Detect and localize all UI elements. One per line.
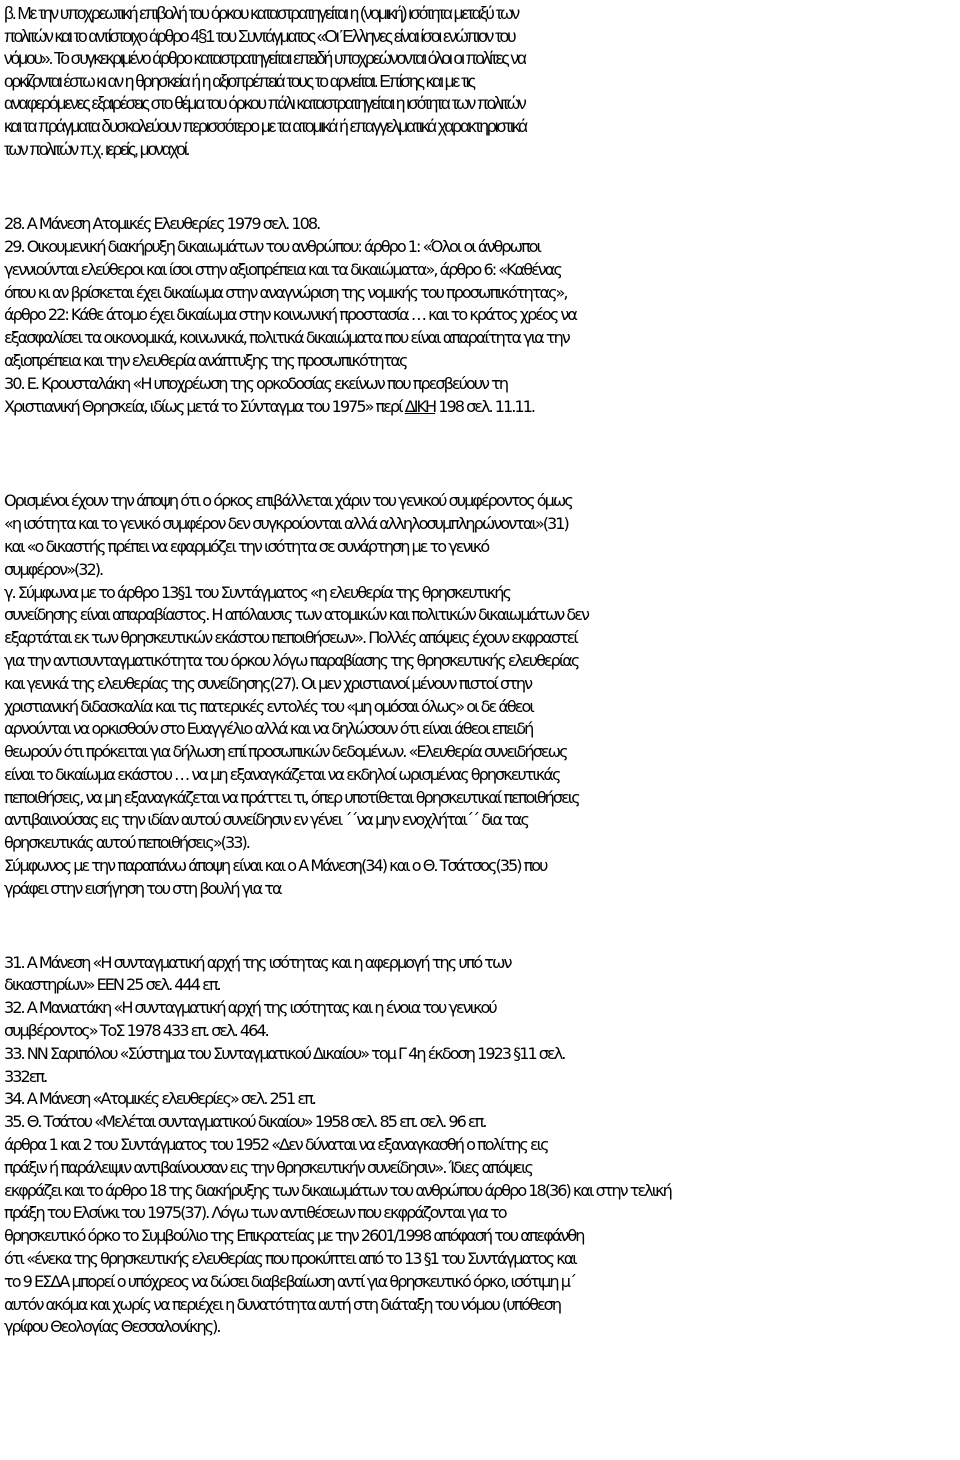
text-line: β. Με την υποχρεωτική επιβολή του όρκου καταστρατηγείται η (νομική) ισότητα μεταξύ των [4,3,519,23]
footnote-line: θρησκευτικό όρκο το Συμβούλιο της Επικρατείας με την 2601/1998 απόφασή του απεφάνθη [4,1226,584,1246]
text-line: και γενικά της ελευθερίας της συνείδησης(27). Οι μεν χριστιανοί μένουν πιστοί στην [4,673,532,693]
footnote-text: Χριστιανική Θρησκεία, ιδίως μετά το Σύνταγμα του 1975» περί [4,396,405,416]
text-line: θρησκευτικάς αυτού πεποιθήσεις»(33). [4,833,249,853]
footnote-line: 30. Ε. Κρουσταλάκη «Η υποχρέωση της ορκοδοσίας εκείνων που πρεσβεύουν τη [4,373,508,393]
footnote-line: 28. Α Μάνεση Ατομικές Ελευθερίες 1979 σελ. 108. [4,214,320,234]
spacer [4,901,956,952]
footnote-line: γρίφου Θεολογίας Θεσσαλονίκης). [4,1317,220,1337]
footnote-line: εξασφαλίσει τα οικονομικά, κοινωνικά, πολιτικά δικαιώματα που είναι απαραίτητα για την [4,328,569,348]
footnote-line: άρθρα 1 και 2 του Συντάγματος του 1952 «Δεν δύναται να εξαναγκασθή ο πολίτης εις [4,1135,548,1155]
text-line: γ. Σύμφωνα με το άρθρο 13§1 του Συντάγματος «η ελευθερία της θρησκευτικής [4,582,510,602]
footnote-line: εκφράζει και το άρθρο 18 της διακήρυξης των δικαιωμάτων του ανθρώπου άρθρο 18(36) και στην τελική [4,1180,671,1200]
text-line: ορκίζονται έστω κι αν η θρησκεία ή η αξιοπρέπειά τους το αρνείται. Επίσης και με τις [4,70,474,91]
footnote-line: πράξιν ή παράλειψιν αντιβαίνουσαν εις την θρησκευτικήν συνείδησιν». Ίδιες απόψεις [4,1157,532,1177]
text-line: αναφερόμενες εξαιρέσεις στο θέμα του όρκου πάλι καταστρατηγείται η ισότητα των πολιτών [4,93,525,114]
footnote-line: συμβέροντος» ΤοΣ 1978 433 επ. σελ. 464. [4,1021,268,1041]
footnote-line: 29. Οικουμενική διακήρυξη δικαιωμάτων του ανθρώπου: άρθρο 1: «Όλοι οι άνθρωποι [4,236,540,256]
text-line: αρνούνται να ορκισθούν στο Ευαγγέλιο αλλά και να δηλώσουν ότι είναι άθεοι επειδή [4,719,533,739]
text-line: εξαρτάται εκ των θρησκευτικών εκάστου πεποιθήσεων». Πολλές απόψεις έχουν εκφραστεί [4,628,577,648]
text-line: συμφέρον»(32). [4,559,103,579]
footnote-line: ότι «ένεκα της θρησκευτικής ελευθερίας που προκύπτει από το 13 §1 του Συντάγματος και [4,1249,576,1269]
text-line: των πολιτών π.χ. ιερείς, μοναχοί. [4,138,189,159]
footnote-line: δικαστηρίων» ΕΕΝ 25 σελ. 444 επ. [4,975,220,995]
text-line: για την αντισυνταγματικότητα του όρκου λόγω παραβίασης της θρησκευτικής ελευθερίας [4,650,579,670]
footnote-line: 33. ΝΝ Σαριπόλου «Σύστημα του Συνταγματικού Δικαίου» τομ Γ 4η έκδοση 1923 §11 σελ. [4,1043,565,1063]
footnote-line: 34. Α Μάνεση «Ατομικές ελευθερίες» σελ. 251 επ. [4,1089,315,1109]
footnote-line: άρθρο 22: Κάθε άτομο έχει δικαίωμα στην κοινωνική προστασία … και το κράτος χρέος να [4,305,576,325]
text-line: Σύμφωνος με την παραπάνω άποψη είναι και ο Α Μάνεση(34) και ο Θ. Τσάτσος(35) που [4,856,547,876]
footnotes-28-30 [4,213,956,418]
spacer [4,160,956,213]
text-line: θεωρούν ότι πρόκειται για δήλωση επί προσωπικών δεδομένων. «Ελευθερία συνειδήσεως [4,742,567,762]
footnote-line: 332επ. [4,1066,47,1086]
intro-paragraph [4,0,956,160]
text-line: πεποιθήσεις, να μη εξαναγκάζεται να πράττει τι, όπερ υποτίθεται θρησκευτικαί πεποιθήσεις [4,787,579,807]
text-line: Ορισμένοι έχουν την άποψη ότι ο όρκος επιβάλλεται χάριν του γενικού συμφέροντος όμως [4,491,572,511]
text-line: συνείδησης είναι απαραβίαστος. Η απόλαυσις των ατομικών και πολιτικών δικαιωμάτων δεν [4,605,588,625]
text-line: νόμου». Το συγκεκριμένο άρθρο καταστρατηγείται επειδή υποχρεώνονται όλοι οι πολίτες να [4,48,525,69]
footnote-line: αξιοπρέπεια και την ελευθερία ανάπτυξης της προσωπικότητας [4,350,407,370]
text-line: γράφει στην εισήγηση του στη βουλή για τα [4,878,281,898]
document-page [4,0,956,1339]
footnotes-31-35 [4,952,956,1340]
text-line: και τα πράγματα δυσκολεύουν περισσότερο με τα ατομικά ή επαγγελματικά χαρακτηριστικά [4,115,527,136]
text-line: πολιτών και το αντίστοιχο άρθρο 4§1 του Συντάγματος «Οι Έλληνες είναι ίσοι ενώπιον του [4,25,515,46]
spacer [4,418,956,490]
text-line: αντιβαινούσας εις την ιδίαν αυτού συνείδησιν εν γένει ΄΄να μην ενοχλήται΄΄ δια τας [4,810,528,830]
footnote-line: πράξη του Ελσίνκι του 1975(37). Λόγω των αντιθέσεων που εκφράζονται για το [4,1203,506,1223]
footnote-line: 31. Α Μάνεση «Η συνταγματική αρχή της ισότητας και η αφερμογή της υπό των [4,952,511,972]
footnote-line: αυτόν ακόμα και χωρίς να περιέχει η δυνατότητα αυτή στη διάταξη του νόμου (υπόθεση [4,1294,561,1314]
text-line: «η ισότητα και το γενικό συμφέρον δεν συγκρούονται αλλά αλληλοσυμπληρώνονται»(31) [4,514,568,534]
footnote-line: όπου κι αν βρίσκεται έχει δικαίωμα στην αναγνώριση της νομικής του προσωπικότητας», [4,282,567,302]
main-body-text [4,490,956,900]
text-line: και «ο δικαστής πρέπει να εφαρμόζει την ισότητα σε συνάρτηση με το γενικό [4,536,489,556]
footnote-text: 198 σελ. 11.11. [435,396,534,416]
footnote-line: 32. Α Μανιατάκη «Η συνταγματική αρχή της ισότητας και η ένοια του γενικού [4,998,496,1018]
text-line: είναι το δικαίωμα εκάστου … να μη εξαναγκάζεται να εκδηλοί ωρισμένας θρησκευτικάς [4,764,560,784]
footnote-line: το 9 ΕΣΔΑ μπορεί ο υπόχρεος να δώσει διαβεβαίωση αντί για θρησκευτικό όρκο, ισότιμη μ΄ [4,1271,576,1291]
underlined-abbreviation: ΔΙΚΗ [404,396,436,416]
footnote-line: 35. Θ. Τσάτου «Μελέται συνταγματικού δικαίου» 1958 σελ. 85 επ. σελ. 96 επ. [4,1112,486,1132]
footnote-line: γεννιούνται ελεύθεροι και ίσοι στην αξιοπρέπεια και τα δικαιώματα», άρθρο 6: «Καθένας [4,259,561,279]
footnote-line [4,396,956,419]
text-line: χριστιανική διδασκαλία και τις πατερικές εντολές του «μη ομόσαι όλως» οι δε άθεοι [4,696,533,716]
